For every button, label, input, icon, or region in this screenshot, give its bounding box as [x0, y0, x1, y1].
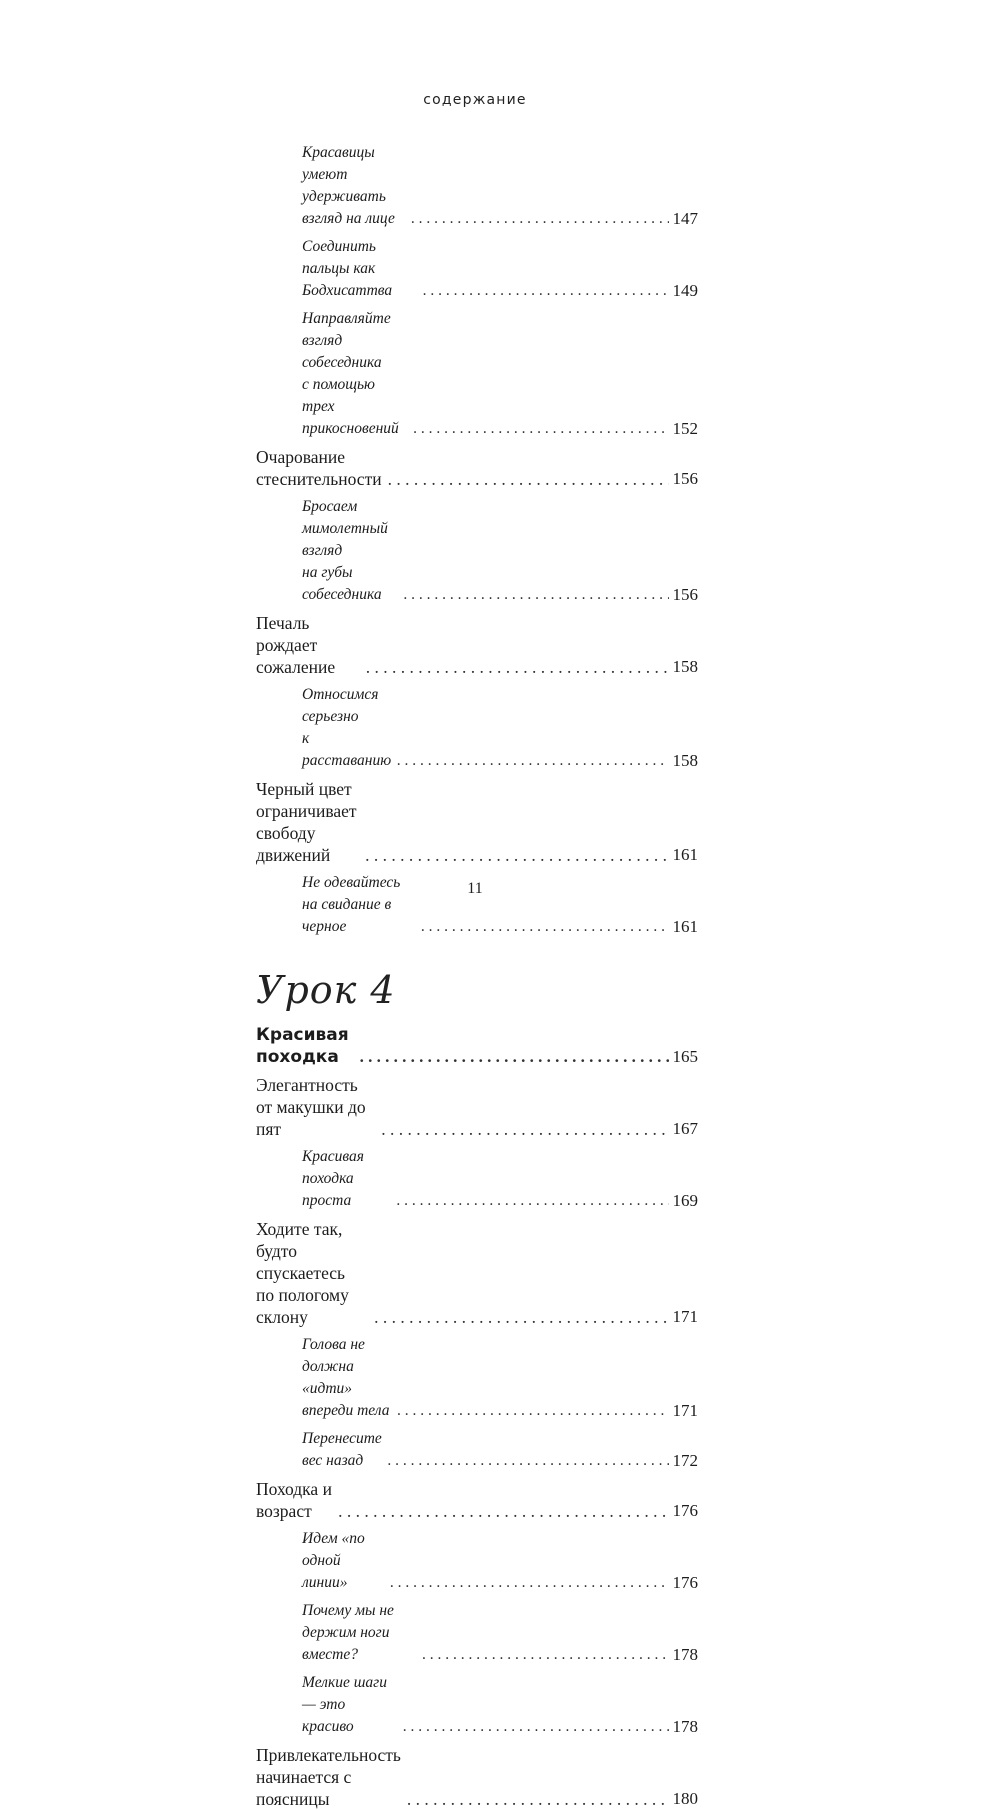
toc-entry-page: 176 — [672, 1573, 698, 1592]
toc-entry-title — [302, 1672, 397, 1738]
toc-leader-dots — [411, 208, 668, 230]
toc-entry-title-line: взгляд на лице — [302, 210, 395, 227]
toc-leader-dots — [365, 844, 668, 866]
toc-entry-title — [302, 1334, 391, 1422]
toc-entry-title-line: Голова не должна «идти» — [302, 1336, 365, 1397]
toc-entry-page: 180 — [672, 1789, 698, 1808]
toc-entry — [256, 1600, 698, 1666]
toc-entry — [256, 236, 698, 302]
toc-entry-title — [256, 1024, 354, 1068]
toc-entry-title — [302, 1428, 382, 1472]
toc-entry-title-line: к расставанию — [302, 730, 392, 769]
toc-entry-title-line: Элегантность от макушки до пят — [256, 1075, 366, 1139]
toc-entry-page: 158 — [672, 751, 698, 770]
toc-entry-title-line: Привлекательность начинается с поясницы — [256, 1745, 401, 1809]
toc-entry — [256, 684, 698, 772]
toc-entry-title — [256, 612, 360, 678]
toc-leader-dots — [388, 468, 669, 490]
table-of-contents — [256, 138, 698, 1810]
toc-entry-title-line: Походка и возраст — [256, 1479, 332, 1521]
toc-entry — [256, 1334, 698, 1422]
toc-entry-title — [302, 684, 391, 772]
toc-group-after — [256, 1024, 698, 1810]
toc-entry-title — [302, 1146, 391, 1212]
toc-entry — [256, 142, 698, 230]
toc-entry-title-line: Красавицы умеют удерживать — [302, 144, 386, 205]
toc-entry-title — [256, 778, 359, 866]
toc-entry-title-line: Бросаем мимолетный взгляд — [302, 498, 388, 559]
toc-entry — [256, 1672, 698, 1738]
toc-entry — [256, 1428, 698, 1472]
toc-entry-title — [302, 308, 407, 440]
toc-leader-dots — [360, 1046, 669, 1068]
toc-entry — [256, 1478, 698, 1522]
toc-entry-title-line: впереди тела — [302, 1402, 390, 1419]
toc-leader-dots — [407, 1788, 669, 1810]
toc-entry-page: 178 — [672, 1717, 698, 1736]
toc-entry-page: 169 — [672, 1191, 698, 1210]
toc-entry-page: 178 — [672, 1645, 698, 1664]
toc-entry — [256, 1146, 698, 1212]
toc-entry-title-line: по пологому склону — [256, 1285, 349, 1327]
toc-entry-title — [256, 1744, 401, 1810]
toc-leader-dots — [422, 1644, 668, 1666]
toc-entry-title — [256, 1218, 368, 1328]
toc-leader-dots — [403, 1716, 668, 1738]
toc-entry-title-line: Очарование стеснительности — [256, 447, 382, 489]
toc-entry — [256, 308, 698, 440]
toc-entry — [256, 1218, 698, 1328]
toc-entry-page: 161 — [672, 917, 698, 936]
toc-entry-title-line: Красивая походка — [256, 1025, 349, 1067]
toc-entry-page: 165 — [672, 1047, 698, 1066]
toc-entry-title-line: Черный цвет ограничивает — [256, 779, 357, 821]
toc-entry-title-line: Идем «по одной линии» — [302, 1530, 365, 1591]
toc-group-before — [256, 142, 698, 938]
toc-leader-dots — [421, 916, 668, 938]
toc-entry-title — [256, 1074, 375, 1140]
toc-entry-title-line: с помощью трех прикосновений — [302, 376, 399, 437]
toc-entry-page: 156 — [672, 469, 698, 488]
toc-entry-title — [302, 142, 405, 230]
toc-entry-title-line: Ходите так, будто спускаетесь — [256, 1219, 346, 1283]
toc-entry-title — [302, 496, 398, 606]
running-head: содержание — [423, 92, 527, 108]
toc-leader-dots — [390, 1572, 668, 1594]
toc-entry-page: 171 — [672, 1307, 698, 1326]
toc-entry-page: 161 — [672, 845, 698, 864]
toc-entry-page: 156 — [672, 585, 698, 604]
toc-entry-title-line: Почему мы не держим ноги вместе? — [302, 1602, 394, 1663]
toc-leader-dots — [397, 1400, 668, 1422]
toc-entry-title — [302, 1600, 416, 1666]
toc-entry — [256, 1074, 698, 1140]
toc-entry-title-line: Красивая походка проста — [302, 1148, 364, 1209]
lesson-heading: Урок 4 — [256, 968, 396, 1012]
toc-entry-page: 158 — [672, 657, 698, 676]
toc-leader-dots — [388, 1450, 669, 1472]
toc-leader-dots — [404, 584, 669, 606]
toc-leader-dots — [366, 656, 669, 678]
toc-entry-page: 176 — [672, 1501, 698, 1520]
toc-entry-title — [256, 446, 382, 490]
toc-leader-dots — [374, 1306, 668, 1328]
toc-entry-title-line: Относимся серьезно — [302, 686, 379, 725]
toc-leader-dots — [381, 1118, 668, 1140]
toc-entry-title — [302, 1528, 384, 1594]
toc-entry — [256, 1528, 698, 1594]
toc-entry — [256, 1024, 698, 1068]
toc-entry-title-line: на губы собеседника — [302, 564, 382, 603]
toc-entry-title-line: свободу движений — [256, 823, 331, 865]
toc-entry-page: 167 — [672, 1119, 698, 1138]
toc-leader-dots — [423, 280, 668, 302]
toc-entry-title-line: Перенесите вес назад — [302, 1430, 382, 1469]
toc-leader-dots — [413, 418, 668, 440]
toc-entry-page: 147 — [672, 209, 698, 228]
toc-entry-page: 149 — [672, 281, 698, 300]
toc-entry — [256, 1744, 698, 1810]
toc-entry-title-line: Соединить пальцы как Бодхисаттва — [302, 238, 393, 299]
toc-entry-title-line: Мелкие шаги — это красиво — [302, 1674, 387, 1735]
toc-entry-title — [256, 1478, 332, 1522]
toc-leader-dots — [397, 1190, 669, 1212]
page-number: 11 — [467, 880, 483, 897]
toc-entry-page: 171 — [672, 1401, 698, 1420]
toc-entry-page: 172 — [672, 1451, 698, 1470]
toc-entry-page: 152 — [672, 419, 698, 438]
toc-entry — [256, 778, 698, 866]
toc-entry-title — [302, 236, 417, 302]
toc-leader-dots — [397, 750, 668, 772]
toc-entry — [256, 496, 698, 606]
toc-entry-title-line: Направляйте взгляд собеседника — [302, 310, 391, 371]
toc-entry — [256, 446, 698, 490]
toc-entry-title-line: Не одевайтесь на свидание в черное — [302, 874, 401, 935]
toc-leader-dots — [338, 1500, 668, 1522]
toc-entry-title-line: Печаль рождает сожаление — [256, 613, 336, 677]
toc-entry — [256, 612, 698, 678]
